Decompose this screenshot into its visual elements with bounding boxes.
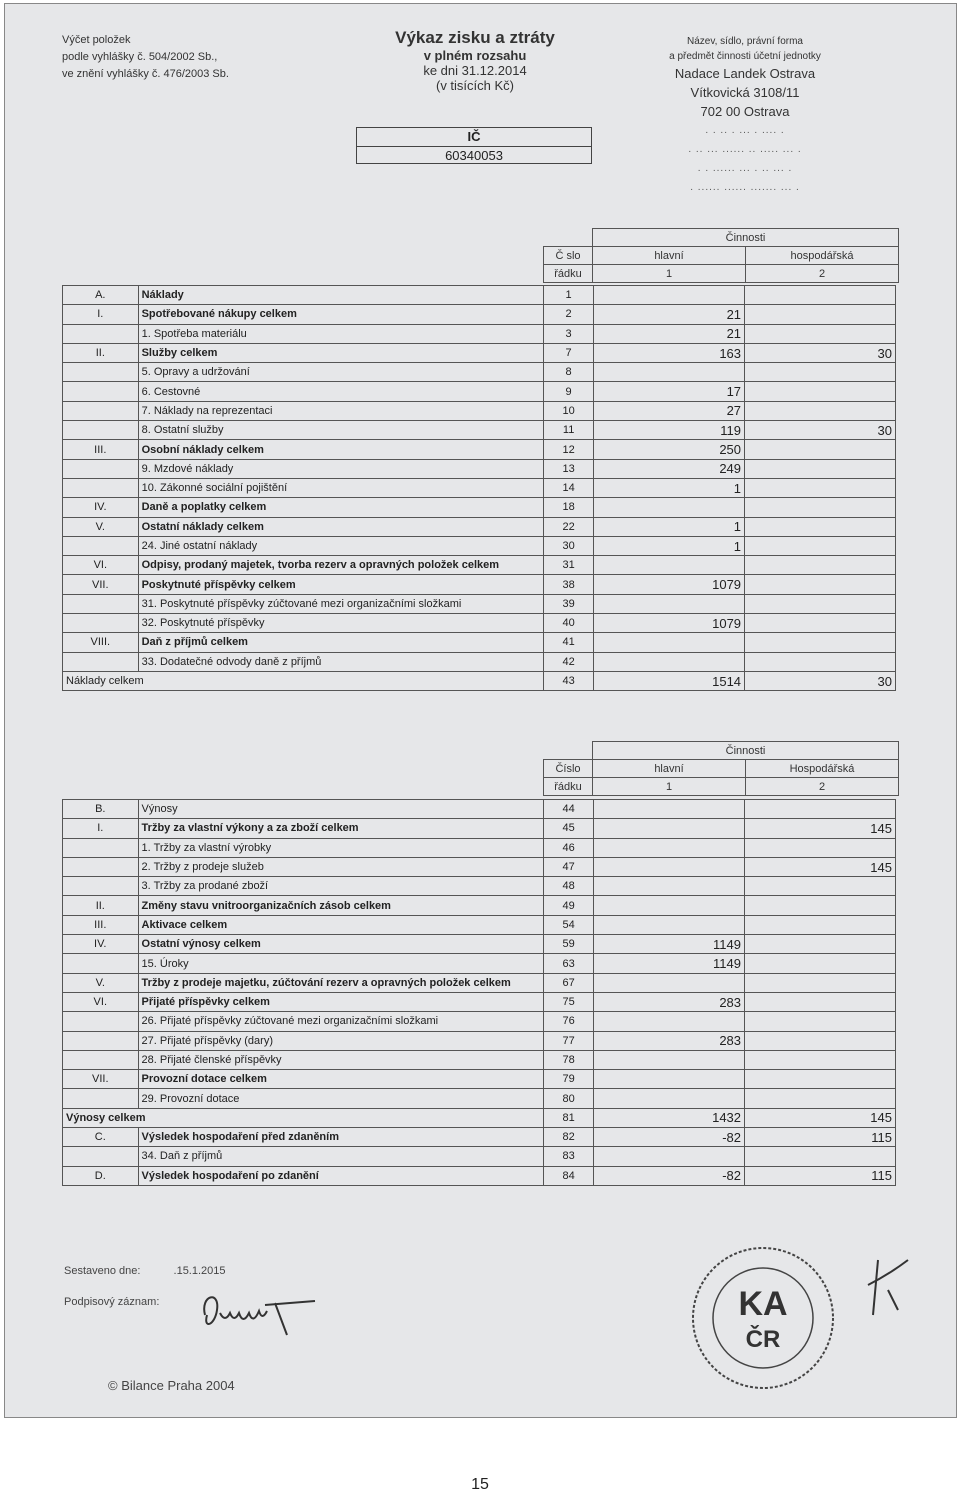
table-row	[63, 305, 896, 324]
statement-unit: (v tisících Kč)	[435, 78, 514, 93]
row-name: Poskytnuté příspěvky celkem	[138, 575, 544, 594]
col-number: 2	[746, 265, 899, 283]
table-row	[63, 1089, 896, 1108]
value-main: 1432	[594, 1108, 745, 1127]
row-name: 1. Tržby za vlastní výrobky	[138, 838, 544, 857]
col-number: 1	[593, 265, 746, 283]
svg-text:KA: KA	[738, 1285, 788, 1323]
value-economic	[745, 459, 896, 478]
value-economic	[745, 896, 896, 915]
row-name: Výnosy	[138, 800, 544, 819]
row-number: 39	[544, 594, 594, 613]
row-name: Služby celkem	[138, 343, 544, 362]
row-roman: VIII.	[63, 633, 139, 652]
dotted-line: . . ...... ... . .. ... .	[697, 163, 793, 174]
value-economic	[745, 935, 896, 954]
row-roman: III.	[63, 915, 139, 934]
main-activity-header: hlavní	[593, 760, 746, 778]
row-name: 26. Přijaté příspěvky zúčtované mezi organizačními složkami	[138, 1012, 544, 1031]
row-number-header-2: řádku	[544, 265, 593, 283]
table-row	[63, 800, 896, 819]
value-economic: 30	[745, 671, 896, 690]
table-row	[63, 459, 896, 478]
row-number: 8	[544, 363, 594, 382]
main-activity-header: hlavní	[593, 247, 746, 265]
row-name: 29. Provozní dotace	[138, 1089, 544, 1108]
value-main: 1149	[594, 954, 745, 973]
value-economic	[745, 324, 896, 343]
row-roman	[63, 1031, 139, 1050]
row-roman	[63, 1012, 139, 1031]
row-number: 38	[544, 575, 594, 594]
row-number: 1	[544, 286, 594, 305]
value-main: 1079	[593, 575, 744, 594]
value-main: 119	[593, 421, 744, 440]
value-main: 249	[593, 459, 744, 478]
row-number: 31	[544, 556, 594, 575]
row-number: 76	[544, 1012, 594, 1031]
table-row	[63, 1166, 896, 1185]
row-roman	[63, 652, 139, 671]
table-row	[63, 1147, 896, 1166]
table-row	[63, 440, 896, 459]
table-row	[63, 877, 896, 896]
row-roman	[63, 1089, 139, 1108]
value-economic	[745, 1031, 896, 1050]
row-name: Osobní náklady celkem	[138, 440, 544, 459]
page-number: 15	[471, 1476, 489, 1493]
row-number: 41	[544, 633, 594, 652]
row-roman: III.	[63, 440, 139, 459]
row-roman	[63, 382, 139, 401]
activities-header: Činnosti	[593, 229, 899, 247]
table-row	[63, 1031, 896, 1050]
value-economic	[745, 800, 896, 819]
dotted-line: . ...... ...... ....... ... .	[690, 182, 800, 193]
value-main: 250	[593, 440, 744, 459]
row-roman	[63, 877, 139, 896]
row-roman	[63, 954, 139, 973]
row-roman: II.	[63, 343, 139, 362]
value-main	[594, 1012, 745, 1031]
value-main	[594, 896, 745, 915]
row-number: 54	[544, 915, 594, 934]
entity-label: Název, sídlo, právní forma	[687, 36, 803, 47]
table-row	[63, 935, 896, 954]
row-name: 34. Daň z příjmů	[138, 1147, 544, 1166]
revenues-column-header	[543, 741, 899, 796]
row-roman	[63, 478, 139, 497]
value-economic: 145	[745, 857, 896, 876]
row-name: 10. Zákonné sociální pojištění	[138, 478, 544, 497]
row-number: 40	[544, 614, 594, 633]
row-roman: A.	[63, 286, 139, 305]
value-main: 21	[593, 305, 744, 324]
table-row	[63, 857, 896, 876]
row-number: 22	[544, 517, 594, 536]
row-number: 46	[544, 838, 594, 857]
value-economic	[745, 498, 896, 517]
row-roman	[63, 1050, 139, 1069]
row-number: 67	[544, 973, 594, 992]
table-row	[63, 421, 896, 440]
row-name: Náklady	[138, 286, 544, 305]
row-name: Tržby za vlastní výkony a za zboží celkem	[138, 819, 544, 838]
value-economic: 115	[745, 1128, 896, 1147]
value-economic	[745, 363, 896, 382]
value-economic	[745, 877, 896, 896]
economic-activity-header: Hospodářská	[746, 760, 899, 778]
row-number: 2	[544, 305, 594, 324]
value-economic	[745, 440, 896, 459]
table-row	[63, 992, 896, 1011]
row-number: 11	[544, 421, 594, 440]
row-name: Výsledek hospodaření po zdanění	[138, 1166, 544, 1185]
row-roman: C.	[63, 1128, 139, 1147]
row-roman	[63, 459, 139, 478]
row-roman: VII.	[63, 1070, 139, 1089]
value-main: -82	[594, 1128, 745, 1147]
value-economic	[745, 594, 896, 613]
row-roman: V.	[63, 517, 139, 536]
value-economic	[745, 305, 896, 324]
row-name: Ostatní výnosy celkem	[138, 935, 544, 954]
row-name: Výsledek hospodaření před zdaněním	[138, 1128, 544, 1147]
row-name: 2. Tržby z prodeje služeb	[138, 857, 544, 876]
table-row	[63, 954, 896, 973]
row-number: 78	[544, 1050, 594, 1069]
value-economic	[745, 401, 896, 420]
row-name: Změny stavu vnitroorganizačních zásob celkem	[138, 896, 544, 915]
table-row	[63, 819, 896, 838]
table-row	[63, 382, 896, 401]
row-number: 43	[544, 671, 594, 690]
row-number-header: Č slo	[544, 247, 593, 265]
row-number: 48	[544, 877, 594, 896]
table-row	[63, 536, 896, 555]
signature	[195, 1285, 325, 1345]
value-main	[594, 915, 745, 934]
row-number: 59	[544, 935, 594, 954]
row-roman: VI.	[63, 556, 139, 575]
ic-value: 60340053	[445, 148, 503, 163]
value-economic	[745, 1089, 896, 1108]
row-roman	[63, 614, 139, 633]
table-row	[63, 1050, 896, 1069]
value-economic	[745, 1147, 896, 1166]
value-main: 27	[593, 401, 744, 420]
row-roman: VII.	[63, 575, 139, 594]
row-roman: VI.	[63, 992, 139, 1011]
row-number: 10	[544, 401, 594, 420]
row-number: 3	[544, 324, 594, 343]
table-row	[63, 896, 896, 915]
row-roman: I.	[63, 819, 139, 838]
value-main	[593, 286, 744, 305]
row-name: Provozní dotace celkem	[138, 1070, 544, 1089]
table-row	[63, 671, 896, 690]
table-row	[63, 838, 896, 857]
row-name: 6. Cestovné	[138, 382, 544, 401]
value-economic	[745, 614, 896, 633]
row-roman: II.	[63, 896, 139, 915]
value-main	[594, 973, 745, 992]
costs-column-header	[543, 228, 899, 283]
row-name: Aktivace celkem	[138, 915, 544, 934]
row-roman	[63, 594, 139, 613]
auditor-stamp	[688, 1243, 838, 1393]
row-name: Odpisy, prodaný majetek, tvorba rezerv a opravných položek celkem	[138, 556, 544, 575]
legal-basis	[62, 32, 229, 83]
table-row	[63, 517, 896, 536]
row-name: 31. Poskytnuté příspěvky zúčtované mezi organizačními složkami	[138, 594, 544, 613]
legal-basis-line: ve znění vyhlášky č. 476/2003 Sb.	[62, 68, 229, 80]
row-name: 1. Spotřeba materiálu	[138, 324, 544, 343]
row-name: 15. Úroky	[138, 954, 544, 973]
row-number: 49	[544, 896, 594, 915]
compiled-date-row	[64, 1265, 226, 1277]
activities-header: Činnosti	[593, 742, 899, 760]
row-roman	[63, 363, 139, 382]
value-economic	[745, 575, 896, 594]
table-row	[63, 575, 896, 594]
col-number: 2	[746, 778, 899, 796]
value-economic	[745, 478, 896, 497]
value-economic	[745, 838, 896, 857]
row-number-header-2: řádku	[544, 778, 593, 796]
value-main	[594, 1050, 745, 1069]
row-name: 32. Poskytnuté příspěvky	[138, 614, 544, 633]
statement-sheet	[4, 3, 957, 1418]
entity-label-2: a předmět činnosti účetní jednotky	[669, 51, 821, 62]
dotted-line: . . .. . ... . .... .	[705, 125, 785, 136]
value-main	[593, 594, 744, 613]
row-name: Tržby z prodeje majetku, zúčtování rezerv a opravných položek celkem	[138, 973, 544, 992]
row-number: 30	[544, 536, 594, 555]
value-main: 1514	[593, 671, 744, 690]
row-name: Ostatní náklady celkem	[138, 517, 544, 536]
row-number: 9	[544, 382, 594, 401]
value-main: 1149	[594, 935, 745, 954]
row-roman	[63, 536, 139, 555]
value-economic	[745, 652, 896, 671]
revenues-table	[62, 799, 896, 1186]
legal-basis-line: Výčet položek	[62, 34, 131, 46]
value-main: -82	[594, 1166, 745, 1185]
ic-label: IČ	[357, 128, 591, 147]
row-number: 83	[544, 1147, 594, 1166]
row-roman: B.	[63, 800, 139, 819]
copyright: © Bilance Praha 2004	[108, 1378, 235, 1393]
value-main	[593, 498, 744, 517]
row-name: 24. Jiné ostatní náklady	[138, 536, 544, 555]
table-row	[63, 498, 896, 517]
row-number: 84	[544, 1166, 594, 1185]
compiled-label: Sestaveno dne:	[64, 1265, 141, 1277]
table-row	[63, 973, 896, 992]
statement-subtitle: v plném rozsahu	[423, 48, 527, 63]
value-main	[594, 838, 745, 857]
value-main: 1	[593, 478, 744, 497]
row-roman	[63, 324, 139, 343]
row-name: 5. Opravy a udržování	[138, 363, 544, 382]
value-economic	[745, 1070, 896, 1089]
value-economic	[745, 1012, 896, 1031]
row-name: Spotřebované nákupy celkem	[138, 305, 544, 324]
row-roman	[63, 838, 139, 857]
row-number: 18	[544, 498, 594, 517]
value-main	[593, 556, 744, 575]
row-number: 63	[544, 954, 594, 973]
row-name: Daň z příjmů celkem	[138, 633, 544, 652]
row-name: 33. Dodatečné odvody daně z příjmů	[138, 652, 544, 671]
row-number: 82	[544, 1128, 594, 1147]
value-economic	[745, 382, 896, 401]
value-main: 163	[593, 343, 744, 362]
value-economic: 145	[745, 819, 896, 838]
row-number: 44	[544, 800, 594, 819]
table-row	[63, 594, 896, 613]
value-main: 17	[593, 382, 744, 401]
value-economic	[745, 973, 896, 992]
row-number: 77	[544, 1031, 594, 1050]
ic-box	[356, 127, 592, 164]
legal-basis-line: podle vyhlášky č. 504/2002 Sb.,	[62, 51, 218, 63]
svg-text:ČR: ČR	[745, 1326, 781, 1353]
value-main: 283	[594, 992, 745, 1011]
table-row	[63, 1108, 896, 1127]
row-roman	[63, 857, 139, 876]
value-main	[594, 1089, 745, 1108]
value-main	[594, 1147, 745, 1166]
dotted-line: . .. ... ...... .. ..... ... .	[688, 144, 802, 155]
entity-name: Nadace Landek Ostrava	[674, 66, 816, 81]
value-main	[594, 877, 745, 896]
value-economic: 115	[745, 1166, 896, 1185]
compiled-date: .15.1.2015	[173, 1265, 226, 1277]
row-number: 42	[544, 652, 594, 671]
value-main	[594, 819, 745, 838]
value-main	[593, 363, 744, 382]
row-roman	[63, 421, 139, 440]
initials-signature	[858, 1255, 918, 1335]
table-row	[63, 633, 896, 652]
table-row	[63, 652, 896, 671]
table-row	[63, 324, 896, 343]
value-main: 1	[593, 517, 744, 536]
value-main: 283	[594, 1031, 745, 1050]
row-name: 7. Náklady na reprezentaci	[138, 401, 544, 420]
value-main	[593, 633, 744, 652]
row-name: Náklady celkem	[63, 671, 544, 690]
value-economic	[745, 992, 896, 1011]
row-number: 75	[544, 992, 594, 1011]
value-main	[594, 857, 745, 876]
row-number: 79	[544, 1070, 594, 1089]
row-name: Daně a poplatky celkem	[138, 498, 544, 517]
row-name: 3. Tržby za prodané zboží	[138, 877, 544, 896]
value-economic	[745, 286, 896, 305]
row-roman: V.	[63, 973, 139, 992]
value-economic	[745, 915, 896, 934]
table-row	[63, 556, 896, 575]
table-row	[63, 401, 896, 420]
statement-date: ke dni 31.12.2014	[423, 63, 527, 78]
row-name: 27. Přijaté příspěvky (dary)	[138, 1031, 544, 1050]
row-number: 12	[544, 440, 594, 459]
table-row	[63, 286, 896, 305]
row-number: 13	[544, 459, 594, 478]
col-number: 1	[593, 778, 746, 796]
value-main	[593, 652, 744, 671]
value-economic	[745, 954, 896, 973]
value-main: 21	[593, 324, 744, 343]
row-name: Přijaté příspěvky celkem	[138, 992, 544, 1011]
value-main: 1	[593, 536, 744, 555]
signature-label: Podpisový záznam:	[64, 1296, 160, 1308]
row-number: 47	[544, 857, 594, 876]
table-row	[63, 1012, 896, 1031]
row-number: 80	[544, 1089, 594, 1108]
table-row	[63, 343, 896, 362]
row-name: 9. Mzdové náklady	[138, 459, 544, 478]
statement-title: Výkaz zisku a ztráty	[395, 28, 555, 47]
table-row	[63, 915, 896, 934]
value-economic	[745, 633, 896, 652]
value-economic: 30	[745, 343, 896, 362]
row-roman	[63, 1147, 139, 1166]
row-roman	[63, 401, 139, 420]
entity-block	[640, 34, 850, 197]
row-roman: D.	[63, 1166, 139, 1185]
row-number: 45	[544, 819, 594, 838]
value-main	[594, 1070, 745, 1089]
costs-table	[62, 285, 896, 691]
row-name: 28. Přijaté členské příspěvky	[138, 1050, 544, 1069]
value-economic: 145	[745, 1108, 896, 1127]
value-economic	[745, 536, 896, 555]
row-roman: IV.	[63, 935, 139, 954]
row-number-header: Číslo	[544, 760, 593, 778]
value-economic	[745, 1050, 896, 1069]
table-row	[63, 363, 896, 382]
value-economic	[745, 517, 896, 536]
row-name: Výnosy celkem	[63, 1108, 544, 1127]
row-number: 7	[544, 343, 594, 362]
row-roman: IV.	[63, 498, 139, 517]
row-roman: I.	[63, 305, 139, 324]
row-number: 14	[544, 478, 594, 497]
statement-title-block	[370, 28, 580, 93]
row-number: 81	[544, 1108, 594, 1127]
value-main: 1079	[593, 614, 744, 633]
value-economic: 30	[745, 421, 896, 440]
table-row	[63, 1070, 896, 1089]
value-main	[594, 800, 745, 819]
value-economic	[745, 556, 896, 575]
table-row	[63, 1128, 896, 1147]
table-row	[63, 614, 896, 633]
economic-activity-header: hospodářská	[746, 247, 899, 265]
table-row	[63, 478, 896, 497]
entity-city: 702 00 Ostrava	[700, 104, 790, 119]
entity-street: Vítkovická 3108/11	[690, 85, 800, 100]
row-name: 8. Ostatní služby	[138, 421, 544, 440]
